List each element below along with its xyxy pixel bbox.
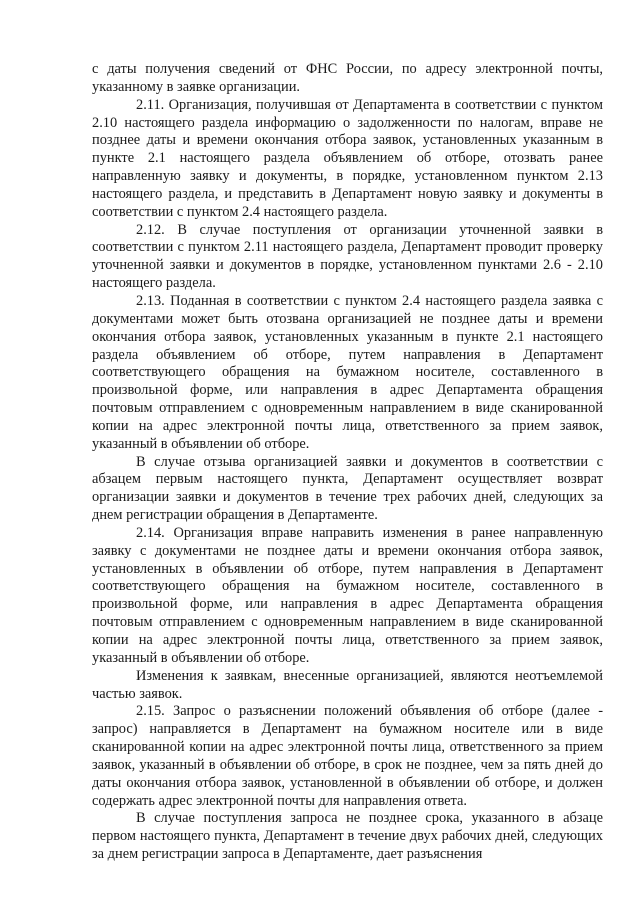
paragraph-2-12: 2.12. В случае поступления от организации уточненной заявки в соответствии с пунктом 2.11 настоящего раздела, Департамент проводит проверку уточненной заявки и документов в порядке, установленном пунктами 2.6 - 2.10 настоящего раздела. <box>92 221 603 292</box>
paragraph-2-14-changes: Изменения к заявкам, внесенные организацией, являются неотъемлемой частью заявок. <box>92 667 603 702</box>
document-body <box>92 61 603 864</box>
paragraph-2-13-withdrawal: В случае отзыва организацией заявки и документов в соответствии с абзацем первым настоящего пункта, Департамент осуществляет возврат организации заявки и документов в течение трех рабочих дней, следующих за днем регистрации обращения в Департаменте. <box>92 453 603 524</box>
paragraph-2-15: 2.15. Запрос о разъяснении положений объявления об отборе (далее - запрос) направляется в Департамент на бумажном носителе или в виде сканированной копии на адрес электронной почты лица, ответственного за прием заявок, указанный в объявлении об отборе, в срок не позднее, чем за пять дней до даты окончания отбора заявок, установленной в объявлении об отборе, и должен содержать адрес электронной почты для направления ответа. <box>92 703 603 809</box>
paragraph-continuation: с даты получения сведений от ФНС России, по адресу электронной почты, указанному в заявке организации. <box>92 61 603 95</box>
paragraph-2-15-response: В случае поступления запроса не позднее срока, указанного в абзаце первом настоящего пункта, Департамент в течение двух рабочих дней, следующих за днем регистрации запроса в Департаменте, дает разъяснения <box>92 810 603 863</box>
paragraph-2-14: 2.14. Организация вправе направить изменения в ранее направленную заявку с документами не позднее даты и времени окончания отбора заявок, установленных в объявлении об отборе, путем направления в Департамент соответствующего обращения на бумажном носителе, составленного в произвольной форме, или направления в адрес Департамента обращения почтовым отправлением с одновременным направлением в виде сканированной копии на адрес электронной почты лица, ответственного за прием заявок, указанный в объявлении об отборе. <box>92 524 603 666</box>
paragraph-2-13: 2.13. Поданная в соответствии с пунктом 2.4 настоящего раздела заявка с документами может быть отозвана организацией не позднее даты и времени окончания отбора заявок, установленных указанным в пункте 2.1 настоящего раздела объявлением об отборе, путем направления в Департамент соответствующего обращения на бумажном носителе, составленного в произвольной форме, или направления в адрес Департамента обращения почтовым отправлением с одновременным направлением в виде сканированной копии на адрес электронной почты лица, ответственного за прием заявок, указанный в объявлении об отборе. <box>92 292 603 452</box>
paragraph-2-11: 2.11. Организация, получившая от Департамента в соответствии с пунктом 2.10 настоящего раздела информацию о задолженности по налогам, вправе не позднее даты и времени окончания отбора заявок, установленных указанным в пункте 2.1 настоящего раздела объявлением об отборе, отозвать ранее направленную заявку и документы, в порядке, установленном пунктом 2.13 настоящего раздела, и представить в Департамент новую заявку и документы в соответствии с пунктом 2.4 настоящего раздела. <box>92 96 603 220</box>
